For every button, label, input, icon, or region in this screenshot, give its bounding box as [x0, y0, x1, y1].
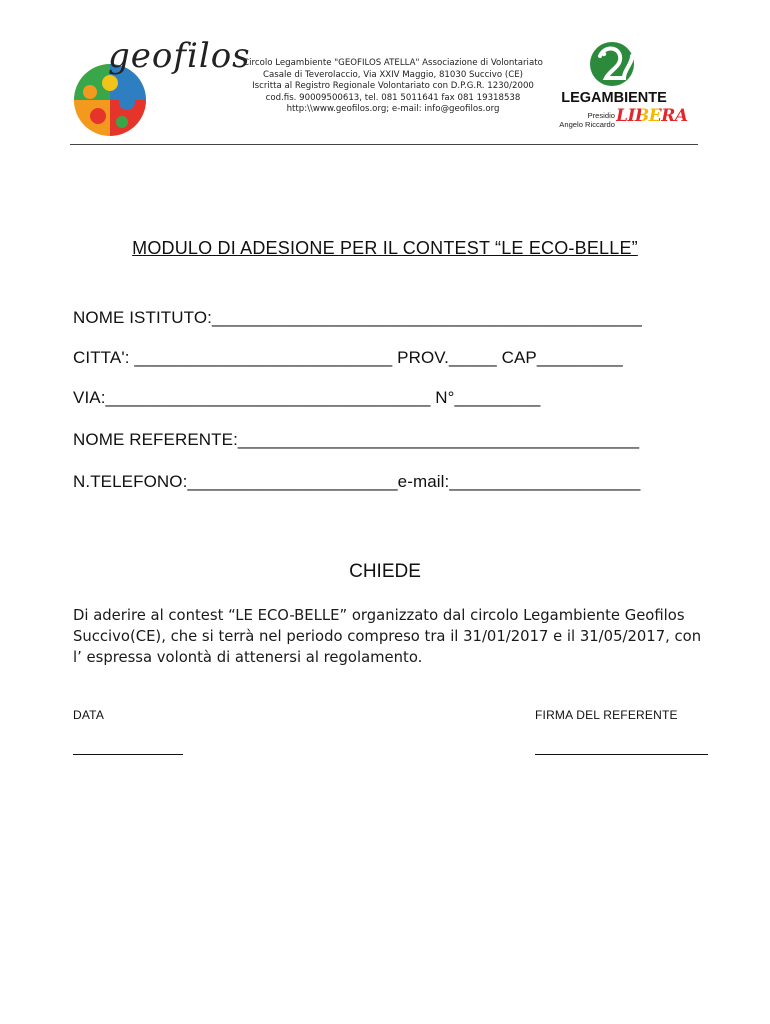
field-nome-istituto[interactable]: NOME ISTITUTO:_____________________________________________: [73, 308, 642, 327]
swan-icon: [590, 42, 634, 86]
association-info: [228, 58, 558, 116]
info-line: cod.fis. 90009500613, tel. 081 5011641 fax 081 19318538: [265, 92, 521, 103]
field-citta-prov-cap[interactable]: CITTA': ___________________________ PROV._____ CAP_________: [73, 348, 623, 367]
geofilos-logo-text: geofilos: [108, 36, 251, 76]
info-line: Circolo Legambiente "GEOFILOS ATELLA" Associazione di Volontariato: [243, 58, 543, 68]
date-line[interactable]: [73, 754, 183, 755]
libera-wordmark: LIBERA: [616, 106, 688, 126]
paragraph-line: Succivo(CE), che si terrà nel periodo compreso tra il 31/01/2017 e il 31/05/2017, con: [73, 628, 702, 645]
presidio-name: Angelo Riccardo: [559, 120, 615, 130]
paragraph-line: Di aderire al contest “LE ECO-BELLE” organizzato dal circolo Legambiente Geofilos: [73, 607, 685, 624]
date-label: DATA: [73, 708, 105, 722]
signature-line[interactable]: [535, 754, 708, 755]
presidio-label: [553, 111, 615, 130]
legambiente-wordmark: LEGAMBIENTE: [561, 90, 667, 106]
section-heading-chiede: CHIEDE: [349, 561, 421, 582]
header-divider: [70, 144, 698, 145]
info-line: Casale di Teverolaccio, Via XXIV Maggio, 81030 Succivo (CE): [263, 69, 523, 80]
presidio-text: Presidio: [587, 111, 615, 120]
info-line: Iscritta al Registro Regionale Volontariato con D.P.G.R. 1230/2000: [252, 81, 534, 92]
field-via-numero[interactable]: VIA:__________________________________ N°_________: [73, 388, 541, 407]
form-title: MODULO DI ADESIONE PER IL CONTEST “LE ECO-BELLE”: [132, 238, 638, 258]
paragraph-line: l’ espressa volontà di attenersi al regolamento.: [73, 649, 423, 666]
info-line: http:\\www.geofilos.org; e-mail: info@geofilos.org: [286, 104, 500, 115]
field-telefono-email[interactable]: N.TELEFONO:______________________e-mail:____________________: [73, 472, 641, 491]
signature-label: FIRMA DEL REFERENTE: [535, 708, 678, 722]
request-paragraph: [73, 605, 713, 668]
libera-logo: [616, 106, 688, 126]
field-nome-referente[interactable]: NOME REFERENTE:__________________________________________: [73, 430, 640, 449]
